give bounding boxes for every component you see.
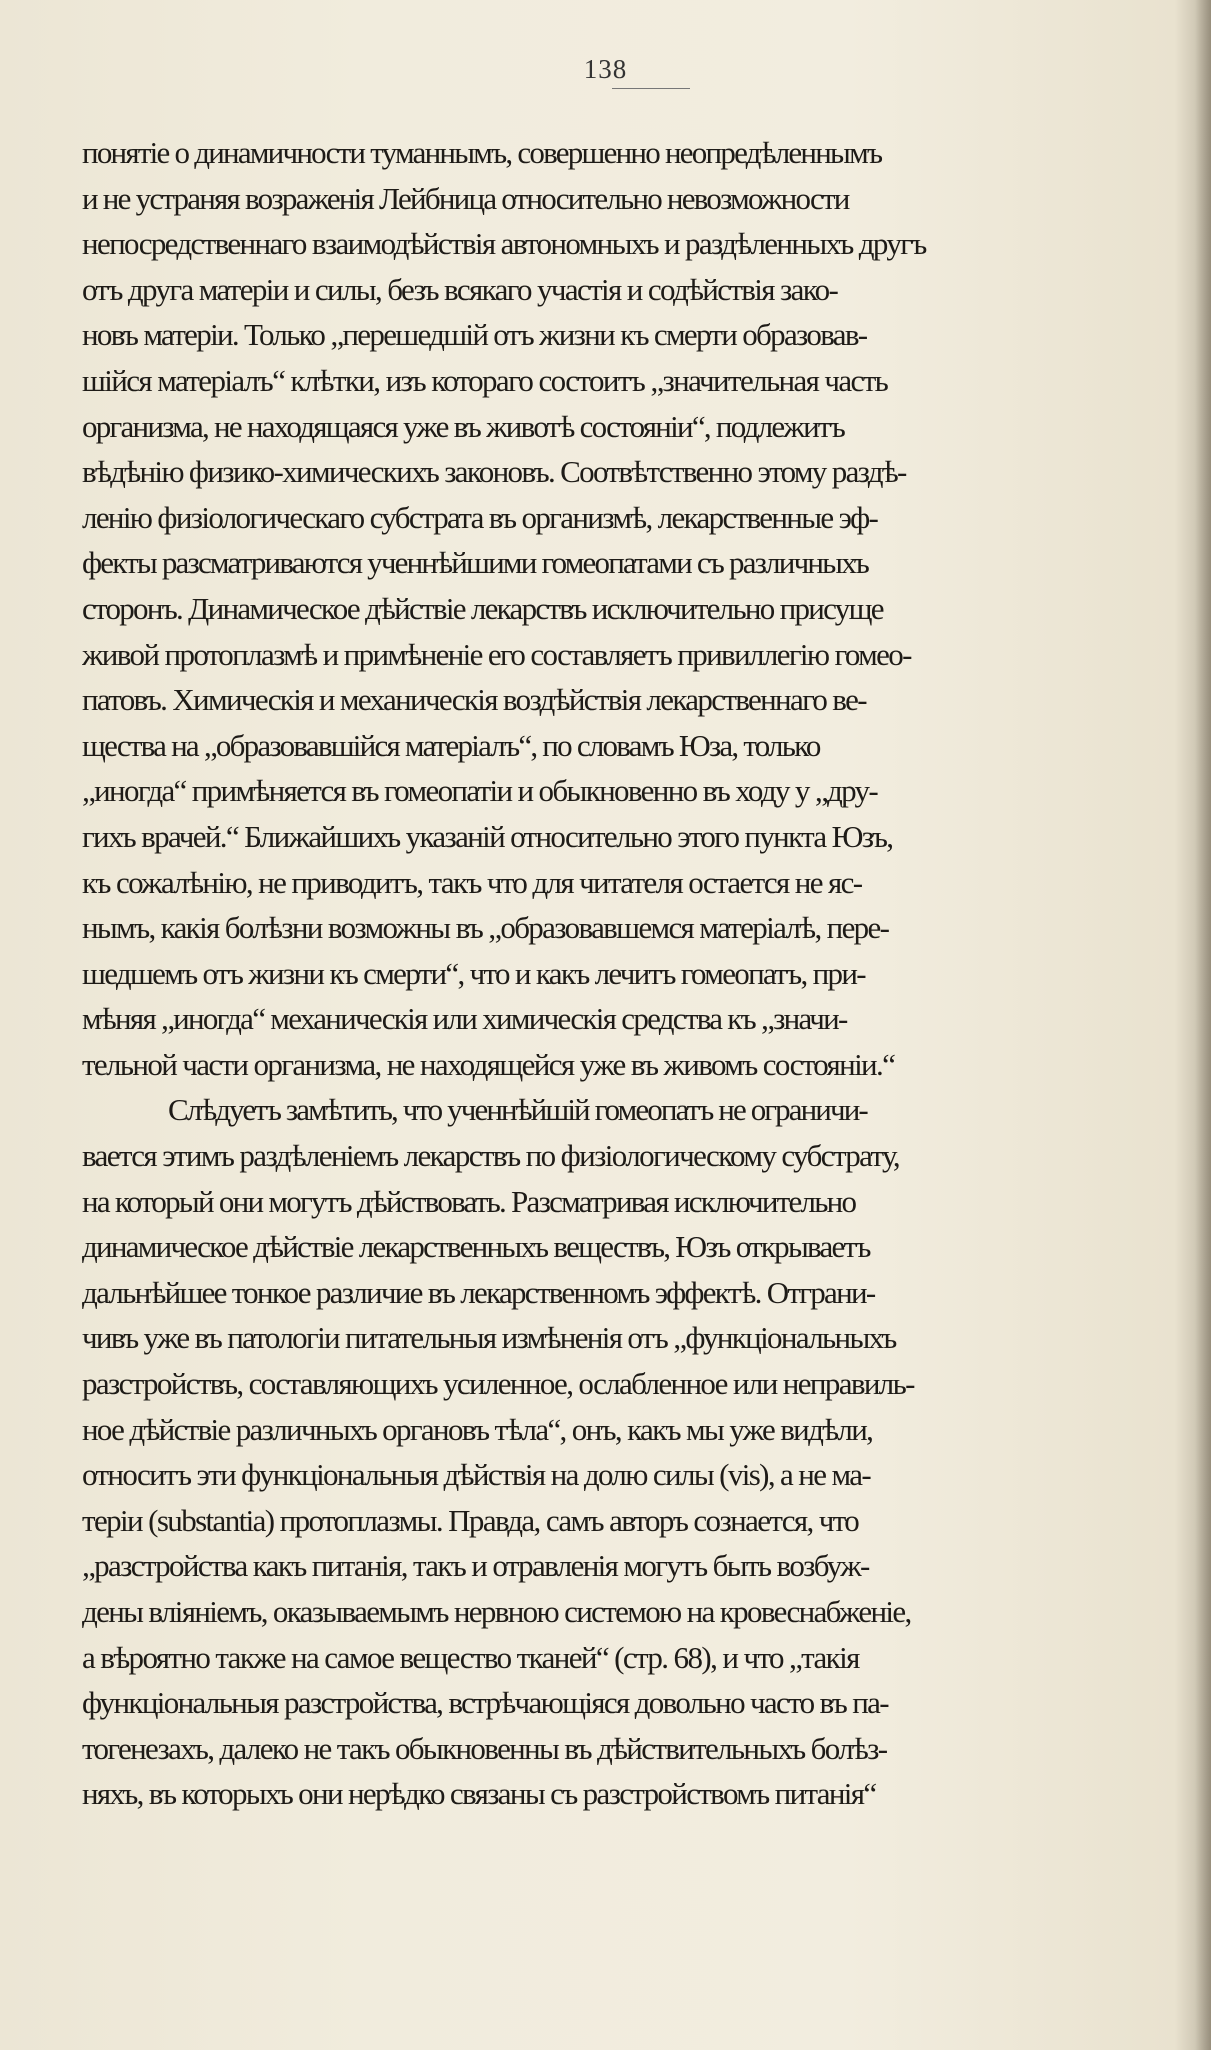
text-line: функціональныя разстройства, встрѣчающіяся довольно часто въ па- bbox=[82, 1685, 888, 1721]
text-line: тельной части организма, не находящейся уже въ живомъ состояніи.“ bbox=[82, 1046, 895, 1082]
text-line: сторонъ. Динамическое дѣйствіе лекарствъ исключительно присуще bbox=[82, 590, 883, 626]
text-line: вается этимъ раздѣленіемъ лекарствъ по физіологическому субстрату, bbox=[82, 1138, 899, 1174]
text-line: организма, не находящаяся уже въ животѣ состояніи“, подлежитъ bbox=[82, 408, 845, 444]
text-line: мѣняя „иногда“ механическія или химическія средства къ „значи- bbox=[82, 1001, 847, 1037]
text-line: динамическое дѣйствіе лекарственныхъ веществъ, Юзъ открываетъ bbox=[82, 1229, 870, 1265]
text-line: вѣдѣнію физико-химическихъ законовъ. Соотвѣтственно этому раздѣ- bbox=[82, 454, 906, 490]
text-line: а вѣроятно также на самое вещество тканей“ (стр. 68), и что „такія bbox=[82, 1639, 859, 1675]
page-number: 138 bbox=[583, 54, 628, 84]
text-line: живой протоплазмѣ и примѣненіе его составляетъ привиллегію гомео- bbox=[82, 636, 911, 672]
text-line: няхъ, въ которыхъ они нерѣдко связаны съ разстройствомъ питанія“ bbox=[82, 1776, 876, 1812]
text-line: „разстройства какъ питанія, такъ и отравленія могутъ быть возбуж- bbox=[82, 1548, 869, 1584]
text-line: патовъ. Химическія и механическія воздѣйствія лекарственнаго ве- bbox=[82, 682, 866, 718]
text-line: на который они могутъ дѣйствовать. Разсматривая исключительно bbox=[82, 1183, 856, 1219]
text-line: дальнѣйшее тонкое различие въ лекарственномъ эффектѣ. Отграни- bbox=[82, 1274, 875, 1310]
text-line: и не устраняя возраженія Лейбница относительно невозможности bbox=[82, 180, 849, 216]
text-line: щества на „образовавшійся матеріалъ“, по словамъ Юза, только bbox=[82, 727, 820, 763]
text-line: отъ друга матеріи и силы, безъ всякаго участія и содѣйствія зако- bbox=[82, 271, 838, 307]
text-line: непосредственнаго взаимодѣйствія автономныхъ и раздѣленныхъ другъ bbox=[82, 226, 926, 262]
text-line: новъ матеріи. Только „перешедшій отъ жизни къ смерти образовав- bbox=[82, 317, 867, 353]
body-text bbox=[82, 130, 1211, 1817]
text-line: чивъ уже въ патологіи питательныя измѣненія отъ „функціональныхъ bbox=[82, 1320, 896, 1356]
text-line: шійся матеріалъ“ клѣтки, изъ котораго состоитъ „значительная часть bbox=[82, 362, 888, 398]
text-line: ное дѣйствіе различныхъ органовъ тѣла“, онъ, какъ мы уже видѣли, bbox=[82, 1411, 873, 1447]
text-line: понятіе о динамичности туманнымъ, совершенно неопредѣленнымъ bbox=[82, 135, 882, 170]
text-line: относитъ эти функціональныя дѣйствія на долю силы (vis), а не ма- bbox=[82, 1457, 871, 1493]
text-line: къ сожалѣнію, не приводитъ, такъ что для читателя остается не яс- bbox=[82, 864, 862, 900]
text-line: нымъ, какія болѣзни возможны въ „образовавшемся матеріалѣ, пере- bbox=[82, 910, 889, 946]
text-line: гихъ врачей.“ Ближайшихъ указаній относительно этого пункта Юзъ, bbox=[82, 818, 893, 854]
paragraph-first-line: Слѣдуетъ замѣтить, что ученнѣйшій гомеопатъ не ограничи- bbox=[168, 1092, 867, 1128]
text-line: „иногда“ примѣняется въ гомеопатіи и обыкновенно въ ходу у „дру- bbox=[82, 773, 878, 809]
text-line: тогенезахъ, далеко не такъ обыкновенны въ дѣйствительныхъ болѣз- bbox=[82, 1730, 887, 1766]
text-line: ленію физіологическаго субстрата въ организмѣ, лекарственные эф- bbox=[82, 499, 878, 535]
text-line: теріи (substantia) протоплазмы. Правда, самъ авторъ сознается, что bbox=[82, 1502, 859, 1538]
page-number-rule bbox=[612, 88, 690, 89]
text-line: разстройствъ, составляющихъ усиленное, ослабленное или неправиль- bbox=[82, 1366, 914, 1402]
text-line: фекты разсматриваются ученнѣйшими гомеопатами съ различныхъ bbox=[82, 545, 868, 581]
text-line: дены вліяніемъ, оказываемымъ нервною системою на кровеснабженіе, bbox=[82, 1594, 911, 1629]
text-line: шедшемъ отъ жизни къ смерти“, что и какъ лечитъ гомеопатъ, при- bbox=[82, 955, 865, 991]
